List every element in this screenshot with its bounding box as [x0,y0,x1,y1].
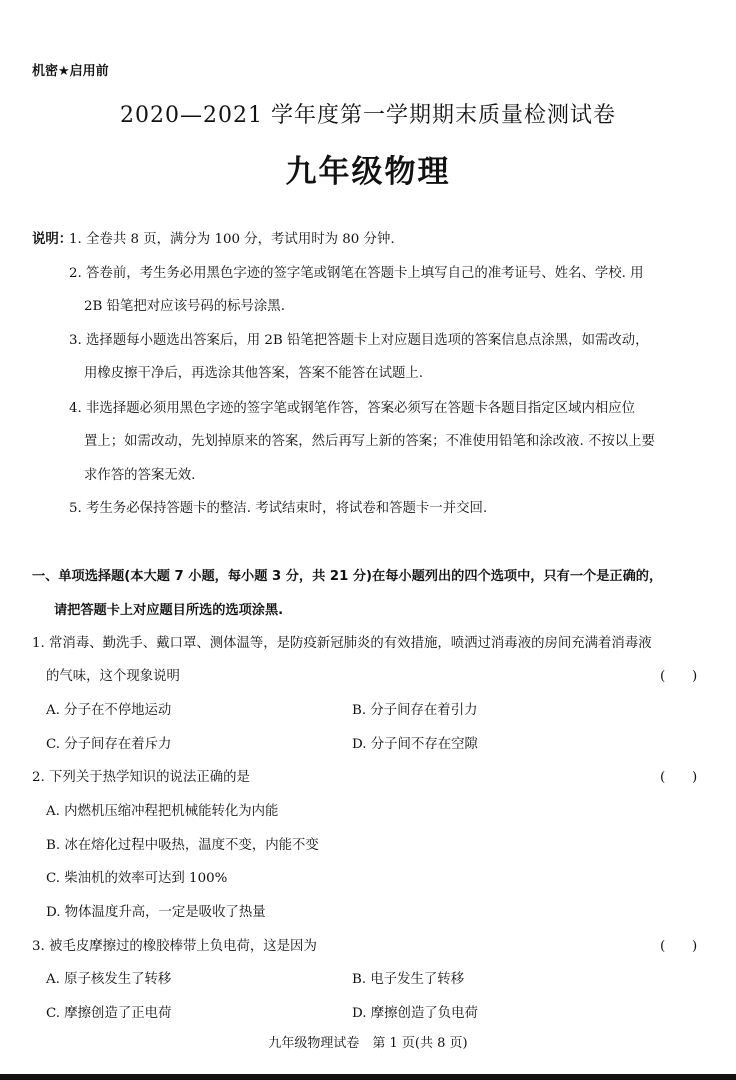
question-2-option-b[interactable]: B. 冰在熔化过程中吸热，温度不变，内能不变 [46,838,319,853]
instruction-3-line-1: 3. 选择题每小题选出答案后，用 2B 铅笔把答题卡上对应题目选项的答案信息点涂黑，如需改动， [69,333,649,348]
question-2-option-d[interactable]: D. 物体温度升高，一定是吸收了热量 [46,905,266,920]
question-2-stem: 2. 下列关于热学知识的说法正确的是 [32,770,250,785]
question-1-stem-line-2: 的气味，这个现象说明 [46,669,180,684]
exam-title: 2020—2021 学年度第一学期期末质量检测试卷 [120,103,616,128]
question-3-option-b[interactable]: B. 电子发生了转移 [352,972,465,987]
page-footer: 九年级物理试卷 第 1 页(共 8 页) [268,1036,468,1051]
question-2-option-c[interactable]: C. 柴油机的效率可达到 100% [46,871,228,886]
instructions-label: 说明： [32,232,73,247]
question-1-answer-blank[interactable]: ( ) [660,669,698,684]
bottom-edge-bar [0,1074,736,1080]
question-3-option-d[interactable]: D. 摩擦创造了负电荷 [352,1006,478,1021]
instruction-5-line-1: 5. 考生务必保持答题卡的整洁. 考试结束时，将试卷和答题卡一并交回. [69,501,488,516]
question-2-option-a[interactable]: A. 内燃机压缩冲程把机械能转化为内能 [46,804,279,819]
question-1-option-d[interactable]: D. 分子间不存在空隙 [352,737,478,752]
section-1-heading-cont: 请把答题卡上对应题目所选的选项涂黑. [54,603,284,618]
instruction-4-line-2: 置上；如需改动，先划掉原来的答案，然后再写上新的答案；不准使用铅笔和涂改液. 不按以上要 [84,434,655,449]
subject-title: 九年级物理 [285,154,451,190]
question-1-stem-line-1: 1. 常消毒、勤洗手、戴口罩、测体温等，是防疫新冠肺炎的有效措施，喷洒过消毒液的房间充满着消毒液 [32,636,652,651]
instruction-1-line-1: 1. 全卷共 8 页，满分为 100 分，考试用时为 80 分钟. [69,232,395,247]
question-2-answer-blank[interactable]: ( ) [660,770,698,785]
section-1-heading: 一、单项选择题(本大题 7 小题，每小题 3 分，共 21 分)在每小题列出的四个选项中，只有一个是正确的， [32,569,663,584]
instruction-4-line-1: 4. 非选择题必须用黑色字迹的签字笔或钢笔作答，答案必须写在答题卡各题目指定区域内相应位 [69,401,636,416]
instruction-2-line-1: 2. 答卷前，考生务必用黑色字迹的签字笔或钢笔在答题卡上填写自己的准考证号、姓名、学校. 用 [69,266,644,281]
question-1-option-b[interactable]: B. 分子间存在着引力 [352,703,478,718]
instruction-2-line-2: 2B 铅笔把对应该号码的标号涂黑. [84,299,285,314]
question-3-option-c[interactable]: C. 摩擦创造了正电荷 [46,1006,172,1021]
instruction-3-line-2: 用橡皮擦干净后，再选涂其他答案，答案不能答在试题上. [84,366,424,381]
question-3-answer-blank[interactable]: ( ) [660,939,698,954]
instruction-4-line-3: 求作答的答案无效. [84,468,196,483]
question-1-option-c[interactable]: C. 分子间存在着斥力 [46,737,172,752]
question-3-stem: 3. 被毛皮摩擦过的橡胶棒带上负电荷，这是因为 [32,939,317,954]
question-3-option-a[interactable]: A. 原子核发生了转移 [46,972,172,987]
confidential-label: 机密★启用前 [32,64,109,79]
question-1-option-a[interactable]: A. 分子在不停地运动 [46,703,172,718]
